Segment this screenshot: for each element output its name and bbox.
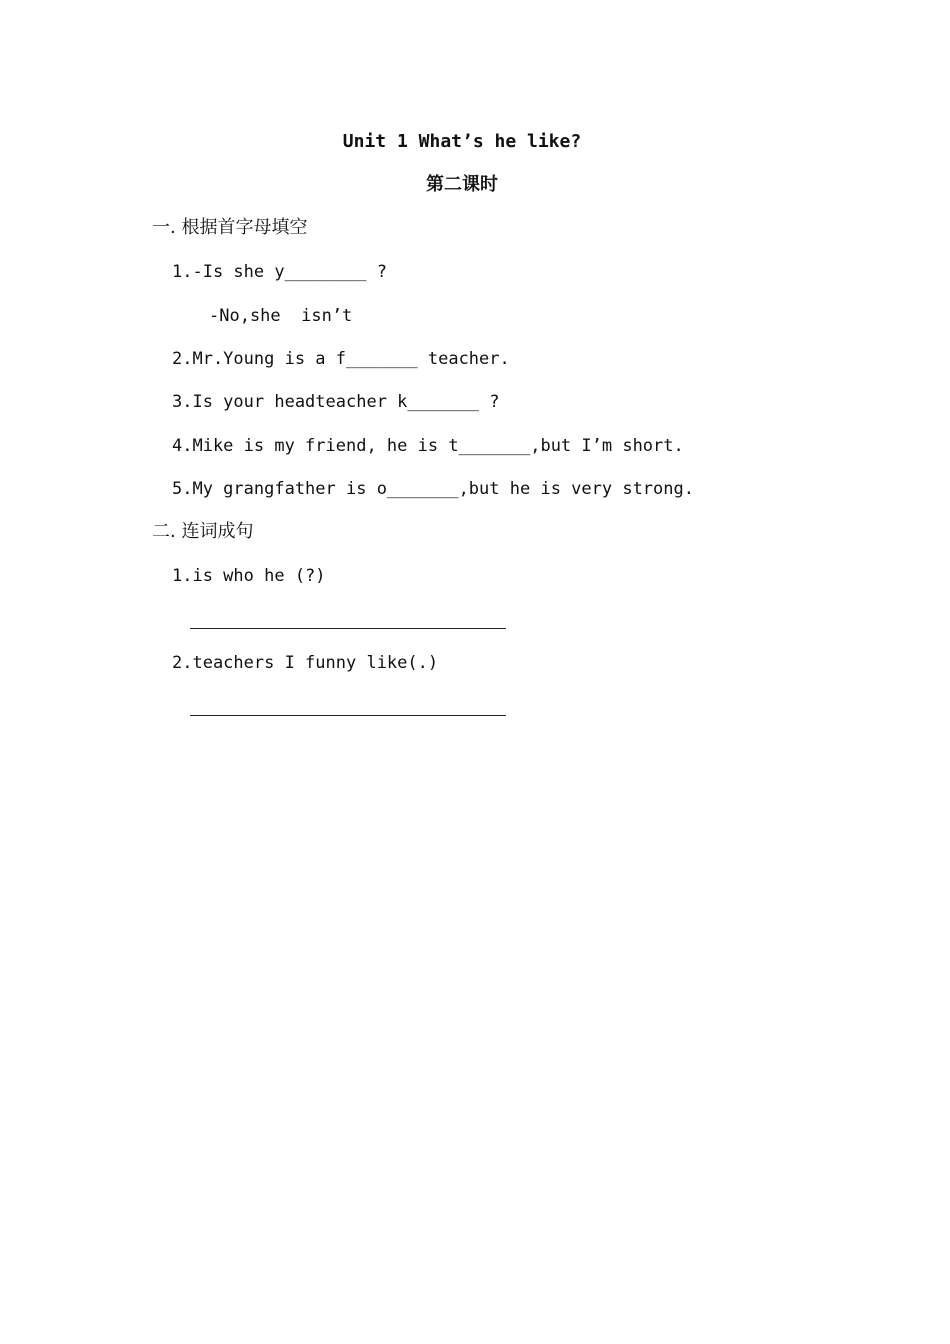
fill-in-question-4: 4.Mike is my friend, he is t_______,but I’m short.: [172, 436, 684, 456]
fill-in-question-1-reply: -No,she isn’t: [209, 306, 353, 326]
section-heading-fill-in: 一. 根据首字母填空: [152, 217, 308, 238]
fill-in-question-2: 2.Mr.Young is a f_______ teacher.: [172, 349, 510, 369]
worksheet-title: Unit 1 What’s he like?: [342, 131, 582, 152]
word-order-question-1: 1.is who he (?): [172, 566, 326, 586]
answer-line-1: [190, 628, 506, 629]
answer-line-2: [190, 715, 506, 716]
section-heading-word-order: 二. 连词成句: [152, 521, 254, 542]
fill-in-question-3: 3.Is your headteacher k_______ ?: [172, 392, 500, 412]
fill-in-question-1: 1.-Is she y________ ?: [172, 262, 387, 282]
lesson-subtitle: 第二课时: [426, 174, 498, 195]
fill-in-question-5: 5.My grangfather is o_______,but he is very strong.: [172, 479, 694, 499]
word-order-question-2: 2.teachers I funny like(.): [172, 653, 439, 673]
